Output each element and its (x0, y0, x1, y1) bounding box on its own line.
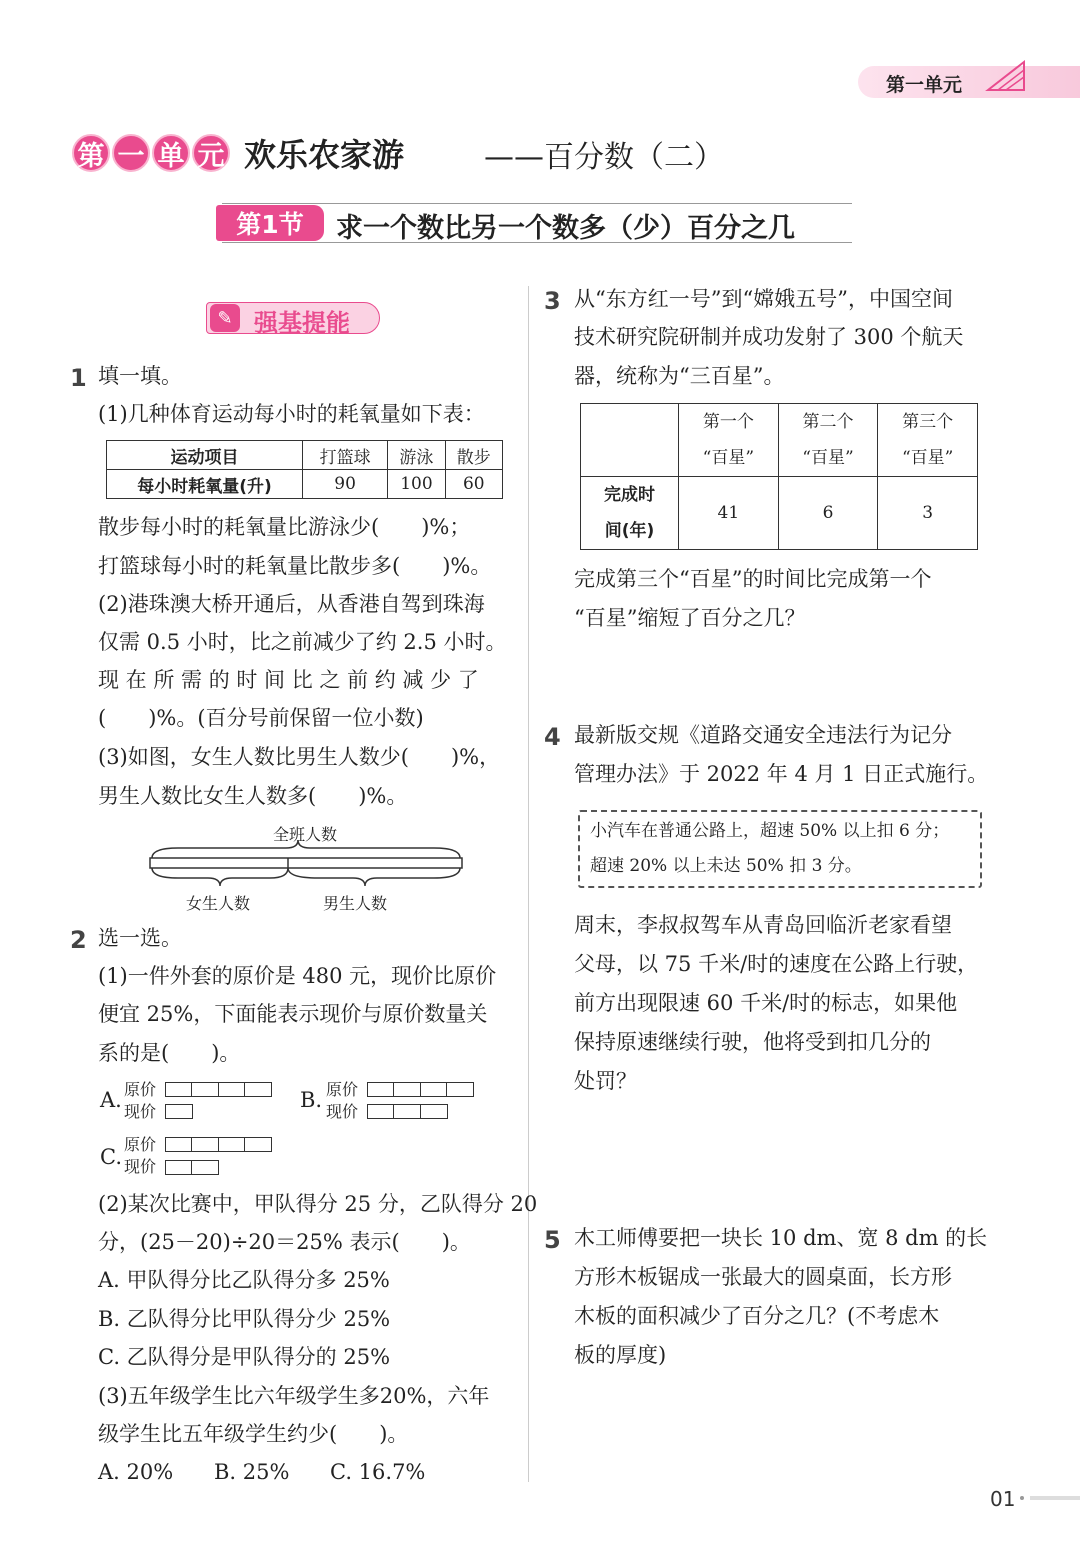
row-label-line: 间(年) (604, 521, 655, 541)
unit-tab-label: 第一单元 (886, 74, 963, 96)
header-line: 第三个 (902, 412, 954, 432)
option-b-label: B. (300, 1088, 323, 1112)
original-price-label: 原价 (124, 1080, 157, 1099)
diagram-label-boys: 男生人数 (323, 894, 388, 913)
table-header (778, 404, 878, 477)
table-cell: 3 (878, 477, 978, 550)
footer-dot (1020, 1496, 1024, 1500)
page-subtitle: ——百分数（二） (484, 140, 724, 175)
diagram-label-total: 全班人数 (273, 825, 338, 844)
bar-current-b (368, 1104, 448, 1119)
question-text: 最新版交规《道路交通安全违法行为记分 (574, 723, 952, 747)
table-header (679, 404, 779, 477)
bar-original-b (368, 1082, 474, 1097)
table-corner (581, 404, 679, 477)
question-text: 板的厚度) (574, 1343, 667, 1367)
bar-original-a (166, 1082, 272, 1097)
question-text: 系的是( )。 (98, 1041, 241, 1065)
table-header: 游泳 (388, 441, 445, 470)
question-text: 从“东方红一号”到“嫦娥五号”，中国空间 (574, 287, 953, 311)
table-row-label: 每小时耗氧量(升) (107, 470, 303, 499)
page-title: 欢乐农家游 (244, 136, 405, 174)
question-text: 前方出现限速 60 千米/时的标志，如果他 (574, 991, 958, 1015)
table-cell: 100 (388, 470, 445, 499)
table-cell: 41 (679, 477, 779, 550)
pencil-icon: ✎ (210, 304, 240, 332)
choice-option: A. 甲队得分比乙队得分多 25% (98, 1268, 390, 1292)
question-text: 现 在 所 需 的 时 间 比 之 前 约 减 少 了 (98, 668, 479, 692)
satellite-table (580, 403, 978, 550)
table-row (107, 470, 503, 499)
question-text: 父母，以 75 千米/时的速度在公路上行驶， (574, 952, 979, 976)
diagram-label-girls: 女生人数 (186, 894, 251, 913)
bar-current-c (166, 1160, 219, 1175)
choice-option: B. 乙队得分比甲队得分少 25% (98, 1307, 391, 1331)
oxygen-table (106, 440, 503, 499)
section-title: 求一个数比另一个数多（少）百分之几 (336, 213, 795, 244)
unit-badge-char: 单 (152, 134, 190, 172)
question-text: “百星”缩短了百分之几？ (574, 606, 806, 630)
row-label-line: 完成时 (604, 485, 655, 505)
question-number: 1 (70, 364, 87, 392)
question-number: 2 (70, 926, 87, 954)
choice-option: C. 16.7% (330, 1460, 426, 1484)
question-heading: 填一填。 (98, 364, 182, 388)
original-price-label: 原价 (326, 1080, 359, 1099)
bar-original-c (166, 1137, 272, 1152)
question-text: 管理办法》于 2022 年 4 月 1 日正式施行。 (574, 762, 989, 786)
table-header (878, 404, 978, 477)
table-row (581, 477, 978, 550)
rule-text: 小汽车在普通公路上，超速 50% 以上扣 6 分； (590, 821, 950, 841)
question-text: 便宜 25%，下面能表示现价与原价数量关 (98, 1002, 488, 1026)
original-price-label: 原价 (124, 1135, 157, 1154)
class-brace-diagram (148, 840, 464, 890)
column-divider (528, 286, 529, 1482)
question-text: 分，(25－20)÷20＝25% 表示( )。 (98, 1230, 471, 1254)
page-number: 01 (990, 1487, 1016, 1511)
table-header: 散步 (445, 441, 502, 470)
question-text: ( )%。(百分号前保留一位小数) (98, 706, 424, 730)
unit-badge-char: 一 (112, 134, 150, 172)
question-text: 周末，李叔叔驾车从青岛回临沂老家看望 (574, 913, 952, 937)
question-text: (1)几种体育运动每小时的耗氧量如下表： (98, 402, 485, 426)
question-text: 木工师傅要把一块长 10 dm、宽 8 dm 的长 (574, 1226, 988, 1250)
question-text: 器，统称为“三百星”。 (574, 364, 785, 388)
question-heading: 选一选。 (98, 926, 182, 950)
question-text: 木板的面积减少了百分之几？(不考虑木 (574, 1304, 940, 1328)
header-line: “百星” (802, 448, 854, 468)
question-text: 完成第三个“百星”的时间比完成第一个 (574, 567, 932, 591)
table-header: 打篮球 (303, 441, 388, 470)
question-text: 技术研究院研制并成功发射了 300 个航天 (574, 325, 964, 349)
current-price-label: 现价 (124, 1102, 157, 1121)
question-number: 3 (544, 287, 561, 315)
question-text: (2)港珠澳大桥开通后，从香港自驾到珠海 (98, 592, 485, 616)
rule-text: 超速 20% 以上未达 50% 扣 3 分。 (590, 856, 862, 876)
table-row (581, 404, 978, 477)
question-number: 5 (544, 1226, 561, 1254)
table-header: 运动项目 (107, 441, 303, 470)
bar-current-a (166, 1104, 193, 1119)
question-text: (2)某次比赛中，甲队得分 25 分，乙队得分 20 (98, 1192, 538, 1216)
question-text: 打篮球每小时的耗氧量比散步多( )%。 (98, 554, 492, 578)
question-text: (3)五年级学生比六年级学生多20%，六年 (98, 1384, 490, 1408)
unit-badge-char: 第 (72, 134, 110, 172)
header-line: 第二个 (802, 412, 854, 432)
header-line: 第一个 (702, 412, 754, 432)
question-text: 男生人数比女生人数多( )%。 (98, 784, 408, 808)
table-cell: 6 (778, 477, 878, 550)
question-text: (1)一件外套的原价是 480 元，现价比原价 (98, 964, 497, 988)
footer-line (1030, 1496, 1080, 1500)
question-text: 保持原速继续行驶，他将受到扣几分的 (574, 1030, 931, 1054)
choice-option: A. 20% (98, 1460, 174, 1484)
practice-tag-label: 强基提能 (254, 309, 350, 337)
question-text: 级学生比五年级学生约少( )。 (98, 1422, 409, 1446)
unit-title-badge (72, 134, 230, 172)
question-text: 处罚？ (574, 1069, 637, 1093)
table-cell: 90 (303, 470, 388, 499)
table-row-label (581, 477, 679, 550)
option-a-label: A. (100, 1088, 122, 1112)
question-text: (3)如图，女生人数比男生人数少( )%， (98, 745, 501, 769)
question-number: 4 (544, 723, 561, 751)
table-cell: 60 (445, 470, 502, 499)
table-row (107, 441, 503, 470)
section-badge: 第1节 (216, 205, 324, 241)
question-text: 方形木板锯成一张最大的圆桌面，长方形 (574, 1265, 952, 1289)
current-price-label: 现价 (326, 1102, 359, 1121)
question-text: 散步每小时的耗氧量比游泳少( )%； (98, 515, 471, 539)
choice-option: C. 乙队得分是甲队得分的 25% (98, 1345, 391, 1369)
unit-badge-char: 元 (192, 134, 230, 172)
option-c-label: C. (100, 1145, 122, 1169)
current-price-label: 现价 (124, 1157, 157, 1176)
header-line: “百星” (702, 448, 755, 468)
header-line: “百星” (901, 448, 954, 468)
triangle-ruler-icon (984, 60, 1028, 92)
choice-option: B. 25% (214, 1460, 290, 1484)
question-text: 仅需 0.5 小时，比之前减少了约 2.5 小时。 (98, 630, 507, 654)
